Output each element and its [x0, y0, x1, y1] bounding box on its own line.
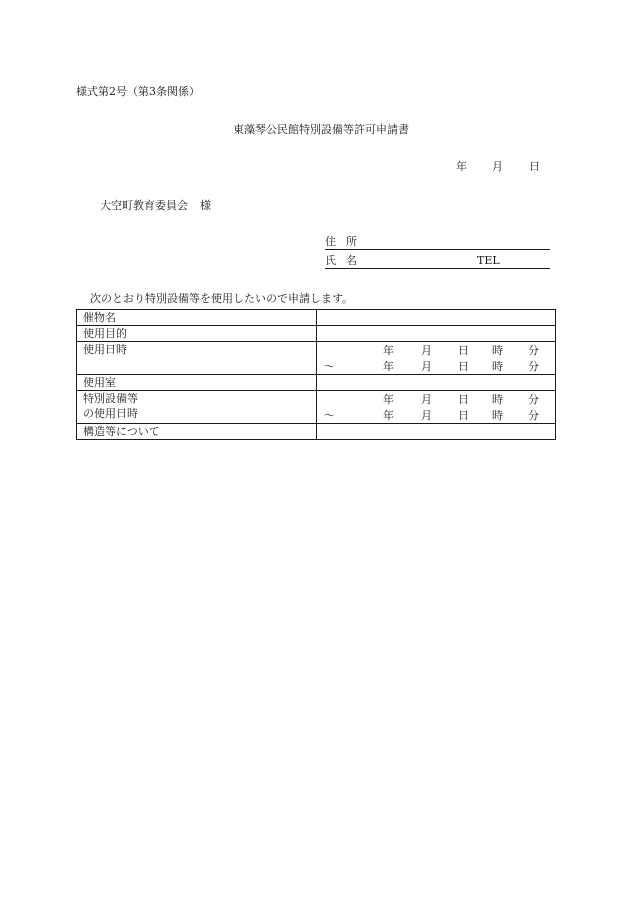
structure-value-cell[interactable]	[317, 424, 556, 440]
equipment-datetime-value-cell[interactable]	[317, 391, 556, 424]
equipment-end-minute-unit: 分	[528, 409, 539, 422]
room-label: 使用室	[77, 375, 317, 391]
equipment-start-minute-unit: 分	[528, 393, 539, 406]
table-row	[77, 391, 556, 424]
purpose-label: 使用目的	[77, 326, 317, 342]
usage-start-month-unit: 月	[421, 344, 432, 357]
table-row	[77, 342, 556, 375]
document-title: 東藻琴公民館特別設備等許可申請書	[233, 123, 409, 136]
addressee-honorific: 様	[200, 199, 211, 212]
date-month-unit: 月	[492, 160, 503, 173]
equipment-start-month-unit: 月	[421, 393, 432, 406]
usage-range-separator: ～	[324, 360, 335, 373]
equipment-start-year-unit: 年	[383, 393, 394, 406]
usage-end-minute-unit: 分	[528, 360, 539, 373]
event-name-label: 催物名	[77, 310, 317, 326]
equipment-datetime-label-line1: 特別設備等	[83, 392, 138, 405]
applicant-address-field[interactable]	[325, 236, 550, 250]
table-row	[77, 375, 556, 391]
usage-end-year-unit: 年	[383, 360, 394, 373]
equipment-start-hour-unit: 時	[492, 393, 503, 406]
usage-start-line	[317, 342, 555, 358]
usage-datetime-value-cell[interactable]	[317, 342, 556, 375]
equipment-range-separator: ～	[324, 409, 335, 422]
usage-end-line	[317, 358, 555, 374]
usage-end-day-unit: 日	[458, 360, 469, 373]
date-day-unit: 日	[529, 160, 540, 173]
equipment-datetime-label-line2: の使用日時	[83, 407, 138, 420]
structure-label: 構造等について	[77, 424, 317, 440]
room-value-cell[interactable]	[317, 375, 556, 391]
purpose-value-cell[interactable]	[317, 326, 556, 342]
name-label: 氏名	[325, 254, 367, 267]
usage-start-year-unit: 年	[383, 344, 394, 357]
date-year-unit: 年	[456, 160, 467, 173]
equipment-end-line	[317, 407, 555, 423]
event-name-value-cell[interactable]	[317, 310, 556, 326]
usage-start-minute-unit: 分	[528, 344, 539, 357]
equipment-start-day-unit: 日	[458, 393, 469, 406]
table-row	[77, 424, 556, 440]
equipment-datetime-label	[77, 391, 317, 424]
equipment-start-line	[317, 391, 555, 407]
applicant-name-field[interactable]	[325, 255, 550, 269]
application-table	[76, 309, 556, 440]
addressee-name: 大空町教育委員会	[100, 199, 188, 212]
table-row	[77, 310, 556, 326]
usage-end-hour-unit: 時	[492, 360, 503, 373]
equipment-end-day-unit: 日	[458, 409, 469, 422]
usage-end-month-unit: 月	[421, 360, 432, 373]
table-row	[77, 326, 556, 342]
usage-datetime-label: 使用日時	[77, 342, 317, 375]
equipment-end-hour-unit: 時	[492, 409, 503, 422]
addressee	[100, 200, 211, 211]
equipment-end-month-unit: 月	[421, 409, 432, 422]
usage-start-hour-unit: 時	[492, 344, 503, 357]
tel-label: TEL	[477, 254, 500, 267]
address-label: 住所	[325, 235, 367, 248]
usage-start-day-unit: 日	[458, 344, 469, 357]
form-number: 様式第2号（第3条関係）	[76, 85, 200, 98]
intro-text: 次のとおり特別設備等を使用したいので申請します。	[90, 292, 354, 305]
equipment-end-year-unit: 年	[383, 409, 394, 422]
